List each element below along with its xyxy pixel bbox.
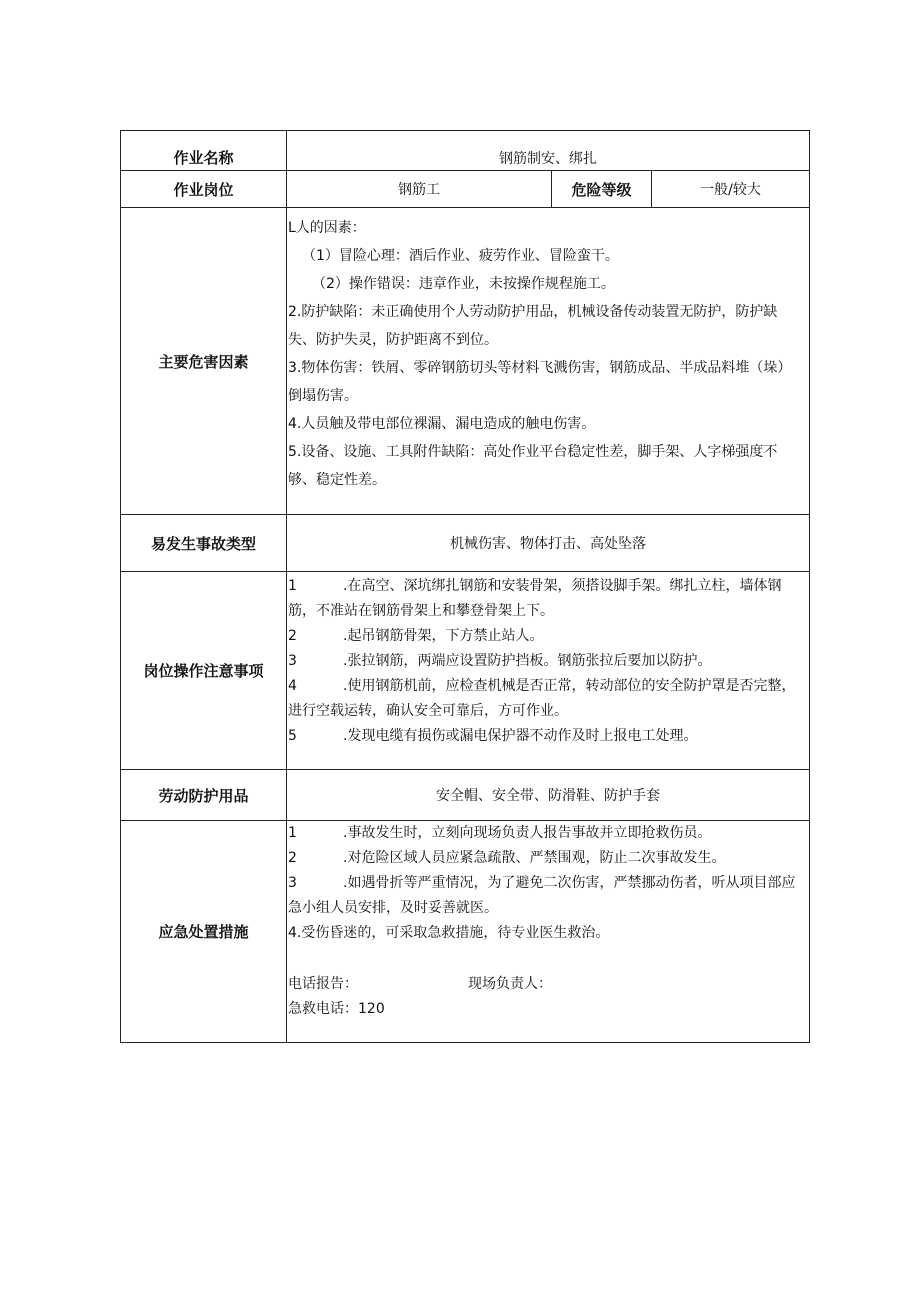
item-number: 5 [288, 728, 297, 744]
hazard-item: L人的因素： [288, 220, 366, 236]
item-number: 1 [288, 578, 297, 594]
phone-report-line [288, 972, 799, 997]
item-number: 3 [288, 653, 297, 669]
precaution-item [288, 674, 799, 724]
job-post-content [287, 171, 809, 207]
item-text: .如遇骨折等严重情况，为了避免二次伤害，严禁挪动伤者，听从项目部应急小组人员安排，及时妥善就医。 [288, 875, 796, 916]
emergency-item [288, 846, 799, 871]
hazards-label: 主要危害因素 [121, 208, 287, 514]
precautions-label: 岗位操作注意事项 [121, 572, 287, 769]
first-aid-phone: 急救电话：120 [288, 1001, 385, 1017]
job-post-value: 钢筋工 [398, 182, 440, 198]
row-precautions [121, 572, 809, 770]
item-number: 2 [288, 628, 297, 644]
emergency-item: 4.受伤昏迷的，可采取急救措施，待专业医生救治。 [288, 925, 610, 941]
item-text: .对危险区域人员应紧急疏散、严禁围观，防止二次事故发生。 [343, 850, 726, 866]
item-number: 4 [288, 678, 297, 694]
precaution-item [288, 724, 799, 749]
emergency-item [288, 821, 799, 846]
hazard-item: （1）冒险心理：酒后作业、疲劳作业、冒险蛮干。 [302, 248, 619, 264]
ppe-value: 安全帽、安全带、防滑鞋、防护手套 [436, 788, 660, 804]
site-manager-label: 现场负责人： [468, 976, 552, 992]
emergency-content [287, 821, 809, 1042]
item-text: .张拉钢筋，两端应设置防护挡板。钢筋张拉后要加以防护。 [343, 653, 712, 669]
job-name-value: 钢筋制安、绑扎 [499, 151, 597, 167]
job-name-label: 作业名称 [121, 131, 287, 170]
phone-report-label: 电话报告： [288, 976, 358, 992]
hazards-content [287, 208, 809, 514]
precautions-content [287, 572, 809, 769]
item-text: .事故发生时，立刻向现场负责人报告事故并立即抢救伤员。 [343, 825, 712, 841]
item-text: .发现电缆有损伤或漏电保护器不动作及时上报电工处理。 [343, 728, 698, 744]
item-text: .在高空、深坑绑扎钢筋和安装骨架，须搭设脚手架。绑扎立柱，墙体钢筋，不准站在钢筋骨架上和攀登骨架上下。 [288, 578, 782, 619]
row-job-post [121, 171, 809, 208]
precaution-item [288, 574, 799, 624]
row-hazards [121, 208, 809, 515]
accident-types-label: 易发生事故类型 [121, 515, 287, 571]
item-text: .使用钢筋机前，应检查机械是否正常，转动部位的安全防护罩是否完整，进行空载运转，确认安全可靠后，方可作业。 [288, 678, 796, 719]
emergency-label: 应急处置措施 [121, 821, 287, 1042]
precaution-item [288, 649, 799, 674]
hazard-item: 2.防护缺陷：未正确使用个人劳动防护用品，机械设备传动装置无防护，防护缺失、防护失灵，防护距离不到位。 [288, 304, 778, 348]
item-number: 1 [288, 825, 297, 841]
emergency-item [288, 871, 799, 921]
hazard-item: 4.人员触及带电部位裸漏、漏电造成的触电伤害。 [288, 416, 596, 432]
item-number: 2 [288, 850, 297, 866]
row-job-name [121, 131, 809, 171]
ppe-label: 劳动防护用品 [121, 770, 287, 820]
hazard-item: 5.设备、设施、工具附件缺陷：高处作业平台稳定性差，脚手架、人字梯强度不够、稳定性差。 [288, 444, 778, 488]
item-number: 3 [288, 875, 297, 891]
row-ppe [121, 770, 809, 821]
hazard-item: （2）操作错误：违章作业，未按操作规程施工。 [312, 276, 615, 292]
row-emergency [121, 821, 809, 1042]
job-post-label: 作业岗位 [121, 171, 287, 207]
row-accident-types [121, 515, 809, 572]
safety-card-table [120, 130, 810, 1043]
item-text: .起吊钢筋骨架，下方禁止站人。 [343, 628, 544, 644]
risk-level-label: 危险等级 [551, 171, 651, 207]
spacer [288, 946, 799, 972]
precaution-item [288, 624, 799, 649]
accident-types-value: 机械伤害、物体打击、高处坠落 [450, 536, 646, 552]
risk-level-value: 一般/较大 [651, 171, 809, 207]
hazard-item: 3.物体伤害：铁屑、零碎钢筋切头等材料飞溅伤害，钢筋成品、半成品料堆（垛）倒塌伤害。 [288, 360, 792, 404]
